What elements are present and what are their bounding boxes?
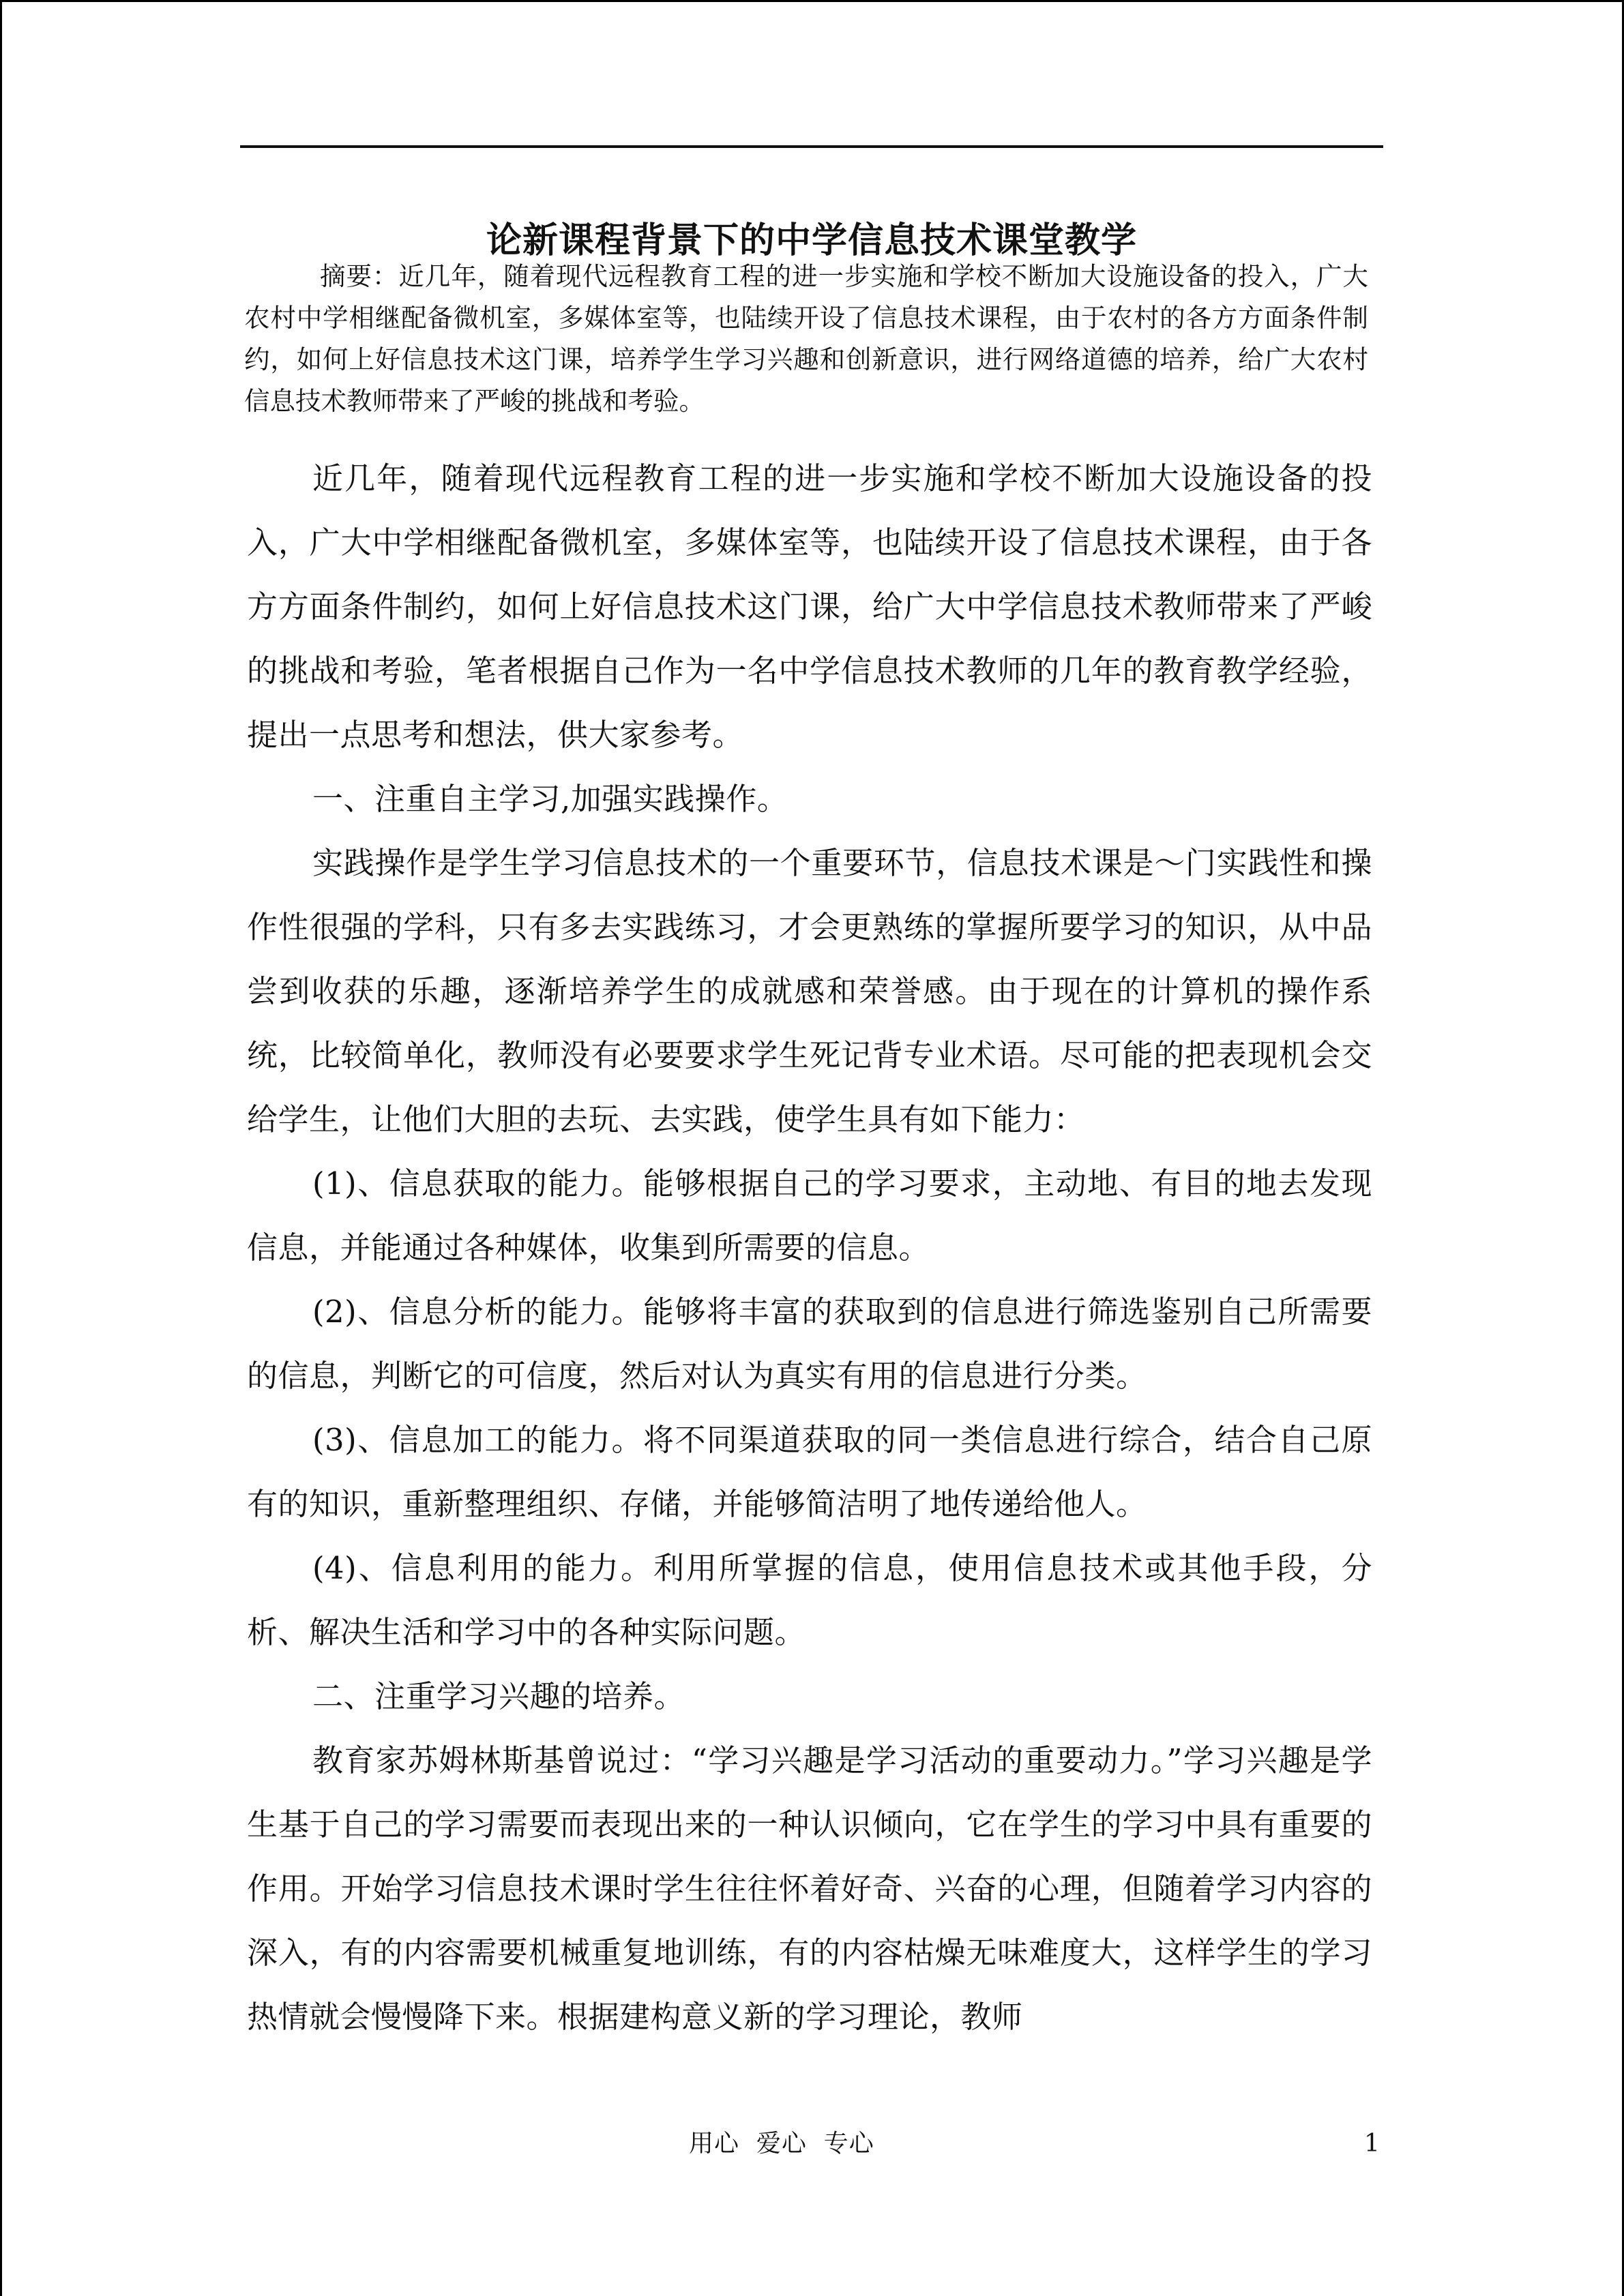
list-item-1: (1)、信息获取的能力。能够根据自己的学习要求，主动地、有目的地去发现信息，并能通过各种媒体，收集到所需要的信息。 (247, 1165, 1372, 1266)
header-rule (240, 145, 1383, 148)
page-number: 1 (1364, 2130, 1380, 2158)
section-heading-1: 一、注重自主学习,加强实践操作。 (312, 781, 788, 817)
abstract: 摘要：近几年，随着现代远程教育工程的进一步实施和学校不断加大设施设备的投入，广大农村中学相继配备微机室，多媒体室等，也陆续开设了信息技术课程，由于农村的各方方面条件制约，如何上好信息技术这门课，培养学生学习兴趣和创新意识，进行网络道德的培养，给广大农村信息技术教师带来了严峻的挑战和考验。 (244, 261, 1368, 416)
body-paragraph: 教育家苏姆林斯基曾说过：“学习兴趣是学习活动的重要动力。”学习兴趣是学生基于自己的学习需要而表现出来的一种认识倾向，它在学生的学习中具有重要的作用。开始学习信息技术课时学生往往怀着好奇、兴奋的心理，但随着学习内容的深入，有的内容需要机械重复地训练，有的内容枯燥无味难度大，这样学生的学习热情就会慢慢降下来。根据建构意义新的学习理论，教师 (247, 1742, 1372, 2035)
document-title: 论新课程背景下的中学信息技术课堂教学 (486, 220, 1137, 261)
list-item-4: (4)、信息利用的能力。利用所掌握的信息，使用信息技术或其他手段，分析、解决生活和学习中的各种实际问题。 (247, 1550, 1372, 1650)
list-item-2: (2)、信息分析的能力。能够将丰富的获取到的信息进行筛选鉴别自己所需要的信息，判断它的可信度，然后对认为真实有用的信息进行分类。 (247, 1294, 1372, 1394)
intro-paragraph: 近几年，随着现代远程教育工程的进一步实施和学校不断加大设施设备的投入，广大中学相继配备微机室，多媒体室等，也陆续开设了信息技术课程，由于各方方面条件制约，如何上好信息技术这门课，给广大中学信息技术教师带来了严峻的挑战和考验，笔者根据自己作为一名中学信息技术教师的几年的教育教学经验，提出一点思考和想法，供大家参考。 (247, 460, 1372, 753)
section-heading-2: 二、注重学习兴趣的培养。 (312, 1678, 685, 1714)
footer-motto: 用心 爱心 专心 (689, 2130, 874, 2158)
body-paragraph: 实践操作是学生学习信息技术的一个重要环节，信息技术课是～门实践性和操作性很强的学科，只有多去实践练习，才会更熟练的掌握所要学习的知识，从中品尝到收获的乐趣，逐渐培养学生的成就感和荣誉感。由于现在的计算机的操作系统，比较简单化，教师没有必要要求学生死记背专业术语。尽可能的把表现机会交给学生，让他们大胆的去玩、去实践，使学生具有如下能力： (247, 845, 1372, 1137)
list-item-3: (3)、信息加工的能力。将不同渠道获取的同一类信息进行综合，结合自己原有的知识，重新整理组织、存储，并能够简洁明了地传递给他人。 (247, 1422, 1372, 1522)
document-body (247, 447, 1372, 2049)
